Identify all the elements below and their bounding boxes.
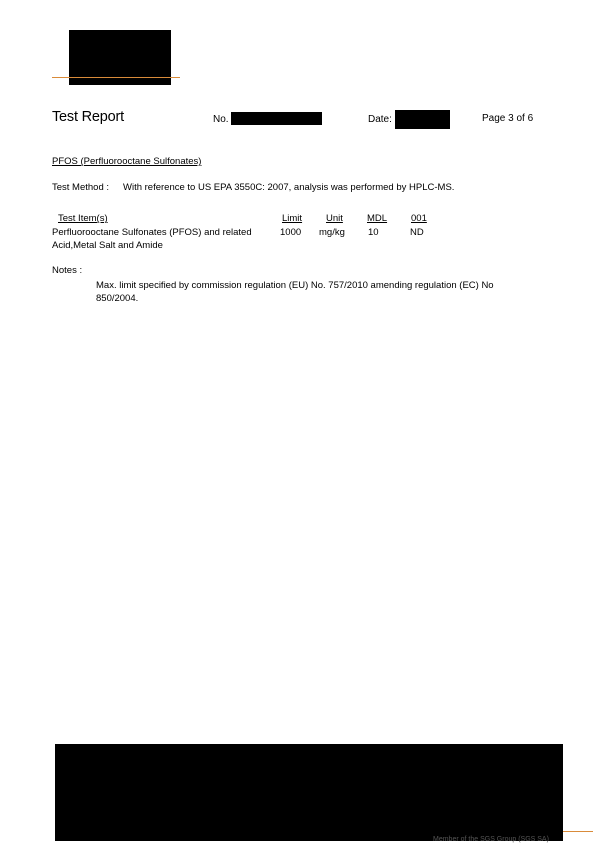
report-number-redacted: [231, 112, 322, 125]
col-header-limit: Limit: [282, 213, 303, 224]
footer-text: Member of the SGS Group (SGS SA): [433, 836, 549, 843]
notes-label: Notes :: [52, 265, 83, 276]
cell-test-item-line1: Perfluorooctane Sulfonates (PFOS) and related: [52, 227, 252, 238]
test-method-text: With reference to US EPA 3550C: 2007, analysis was performed by HPLC-MS.: [123, 182, 455, 193]
header-rule: [52, 77, 180, 78]
cell-unit: mg/kg: [319, 227, 345, 238]
footer-redacted: [55, 744, 563, 841]
footer-rule: [563, 831, 593, 832]
section-title: PFOS (Perfluorooctane Sulfonates): [52, 156, 202, 167]
cell-mdl: 10: [368, 227, 379, 238]
col-header-test-item: Test Item(s): [58, 213, 108, 224]
cell-limit: 1000: [280, 227, 302, 238]
col-header-mdl: MDL: [367, 213, 388, 224]
date-redacted: [395, 110, 450, 129]
page-indicator: Page 3 of 6: [482, 113, 534, 124]
test-method-label: Test Method :: [52, 182, 110, 193]
col-header-unit: Unit: [326, 213, 343, 224]
cell-result: ND: [410, 227, 424, 238]
col-header-sample: 001: [411, 213, 427, 224]
cell-test-item-line2: Acid,Metal Salt and Amide: [52, 240, 163, 251]
report-number-label: No.: [213, 114, 229, 125]
test-method: [52, 182, 455, 193]
note-text: Max. limit specified by commission regulation (EU) No. 757/2010 amending regulation (EC) No 850/2004.: [96, 280, 494, 304]
date-label: Date:: [368, 114, 392, 125]
page-title: Test Report: [52, 109, 124, 125]
